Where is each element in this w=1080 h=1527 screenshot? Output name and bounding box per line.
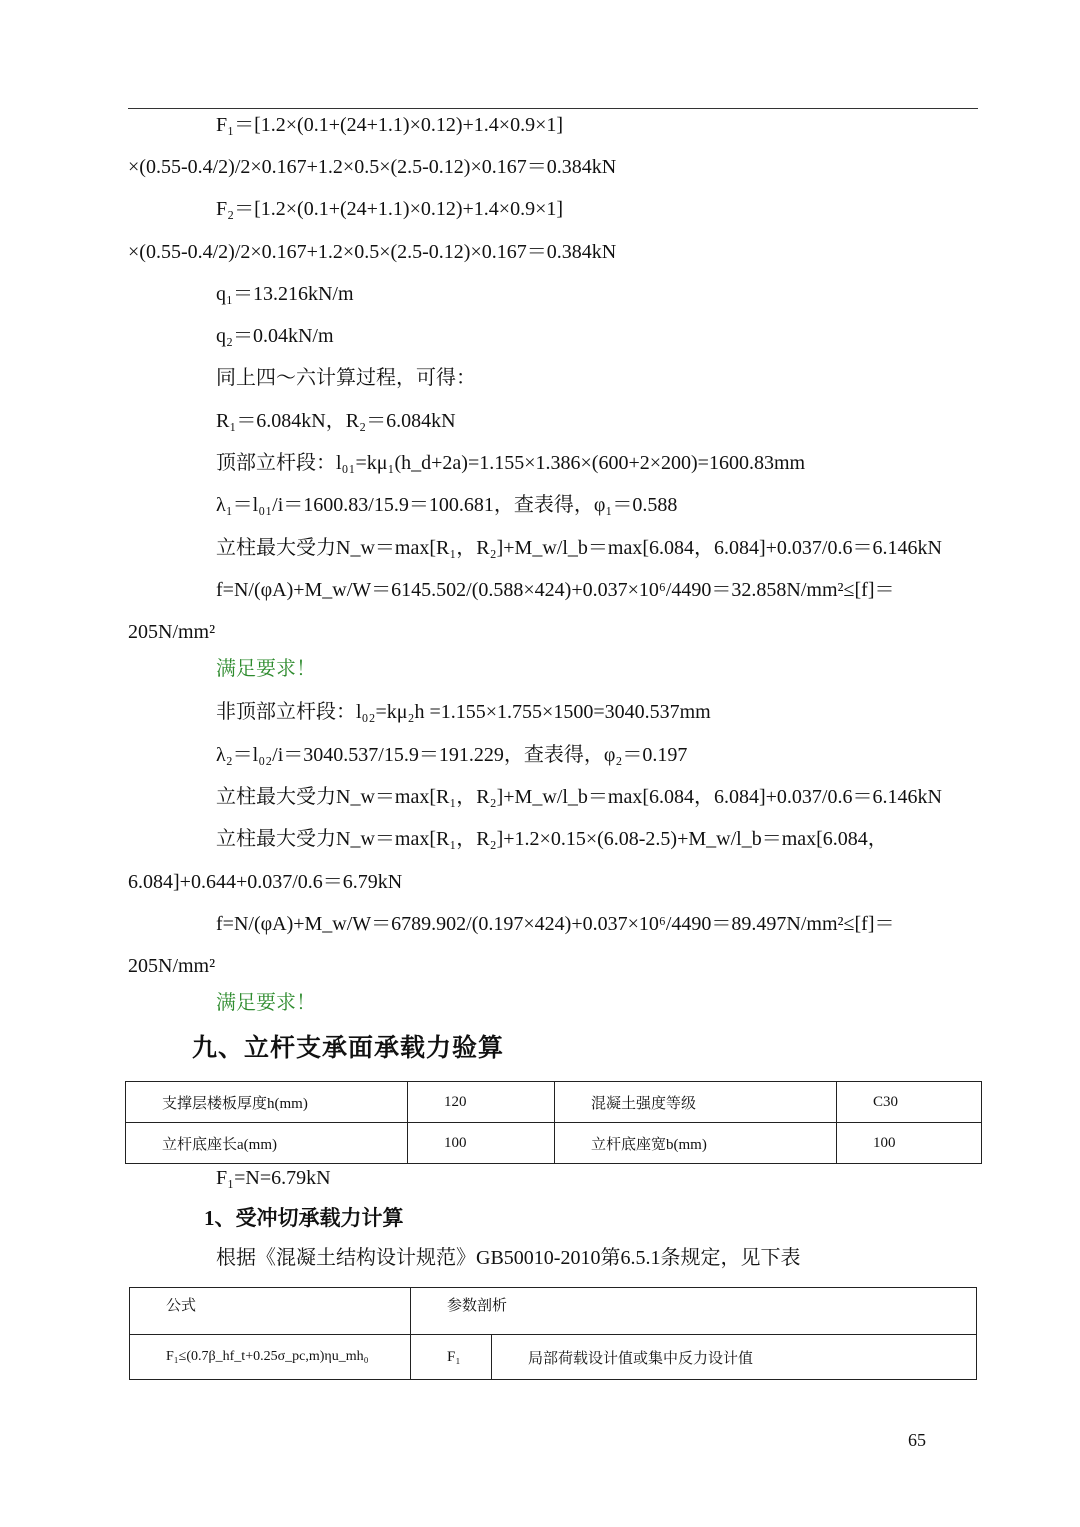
table-cell: 立杆底座宽b(mm) [555,1123,837,1164]
section-title: 九、立杆支承面承载力验算 [192,1035,505,1062]
text-line: 6.084]+0.644+0.037/0.6＝6.79kN [128,871,403,893]
table-cell: 混凝土强度等级 [555,1082,837,1123]
check-result: 满足要求！ [216,992,316,1014]
table-cell: 120 [408,1082,555,1123]
text-line: q₂＝0.04kN/m [216,325,334,347]
page-number: 65 [908,1430,926,1450]
params-table [125,1081,982,1164]
text-line: q₁＝13.216kN/m [216,283,354,305]
check-result: 满足要求！ [216,658,316,680]
text-line: F₁=N=6.79kN [216,1167,331,1189]
text-line: R₁＝6.084kN，R₂＝6.084kN [216,410,456,432]
text-line: λ₁＝l₀₁/i＝1600.83/15.9＝100.681，查表得，φ₁＝0.588 [216,494,678,516]
text-line: 立柱最大受力N_w＝max[R₁，R₂]+M_w/l_b＝max[6.084，6.084]+0.037/0.6＝6.146kN [216,786,942,808]
text-line: F₂＝[1.2×(0.1+(24+1.1)×0.12)+1.4×0.9×1] [216,198,564,220]
formula-cell: F₁≤(0.7β_hf_t+0.25σ_pc,m)ηu_mh₀ [130,1335,411,1380]
header-rule [128,108,978,109]
table-row [130,1335,977,1380]
table-cell: 100 [408,1123,555,1164]
text-line: ×(0.55-0.4/2)/2×0.167+1.2×0.5×(2.5-0.12)×0.167＝0.384kN [128,241,617,263]
text-line: ×(0.55-0.4/2)/2×0.167+1.2×0.5×(2.5-0.12)×0.167＝0.384kN [128,156,617,178]
param-desc-cell: 局部荷载设计值或集中反力设计值 [492,1335,977,1380]
text-line: 205N/mm² [128,621,216,643]
text-line: 立柱最大受力N_w＝max[R₁，R₂]+1.2×0.15×(6.08-2.5)+M_w/l_b＝max[6.084， [216,828,888,850]
table-row [130,1288,977,1335]
table-header: 参数剖析 [411,1288,977,1335]
table-cell: 100 [837,1123,982,1164]
text-line: 同上四～六计算过程，可得： [216,367,476,389]
table-cell: 立杆底座长a(mm) [126,1123,408,1164]
text-line: F₁＝[1.2×(0.1+(24+1.1)×0.12)+1.4×0.9×1] [216,114,564,136]
param-cell: F₁ [411,1335,492,1380]
table-header: 公式 [130,1288,411,1335]
text-line: λ₂＝l₀₂/i＝3040.537/15.9＝191.229，查表得，φ₂＝0.197 [216,744,688,766]
text-line: 根据《混凝土结构设计规范》GB50010-2010第6.5.1条规定，见下表 [216,1247,801,1269]
table-row [126,1123,982,1164]
table-cell: 支撑层楼板厚度h(mm) [126,1082,408,1123]
subsection-title: 1、受冲切承载力计算 [204,1206,404,1230]
text-line: 立柱最大受力N_w＝max[R₁，R₂]+M_w/l_b＝max[6.084，6.084]+0.037/0.6＝6.146kN [216,537,942,559]
text-line: 非顶部立杆段：l₀₂=kμ₂h =1.155×1.755×1500=3040.537mm [216,701,711,723]
table-cell: C30 [837,1082,982,1123]
text-line: 顶部立杆段：l₀₁=kμ₁(h_d+2a)=1.155×1.386×(600+2×200)=1600.83mm [216,452,806,474]
table-row [126,1082,982,1123]
text-line: f=N/(φA)+M_w/W＝6145.502/(0.588×424)+0.037×10⁶/4490＝32.858N/mm²≤[f]＝ [216,579,895,601]
formula-table [129,1287,977,1380]
text-line: 205N/mm² [128,955,216,977]
text-line: f=N/(φA)+M_w/W＝6789.902/(0.197×424)+0.037×10⁶/4490＝89.497N/mm²≤[f]＝ [216,913,895,935]
